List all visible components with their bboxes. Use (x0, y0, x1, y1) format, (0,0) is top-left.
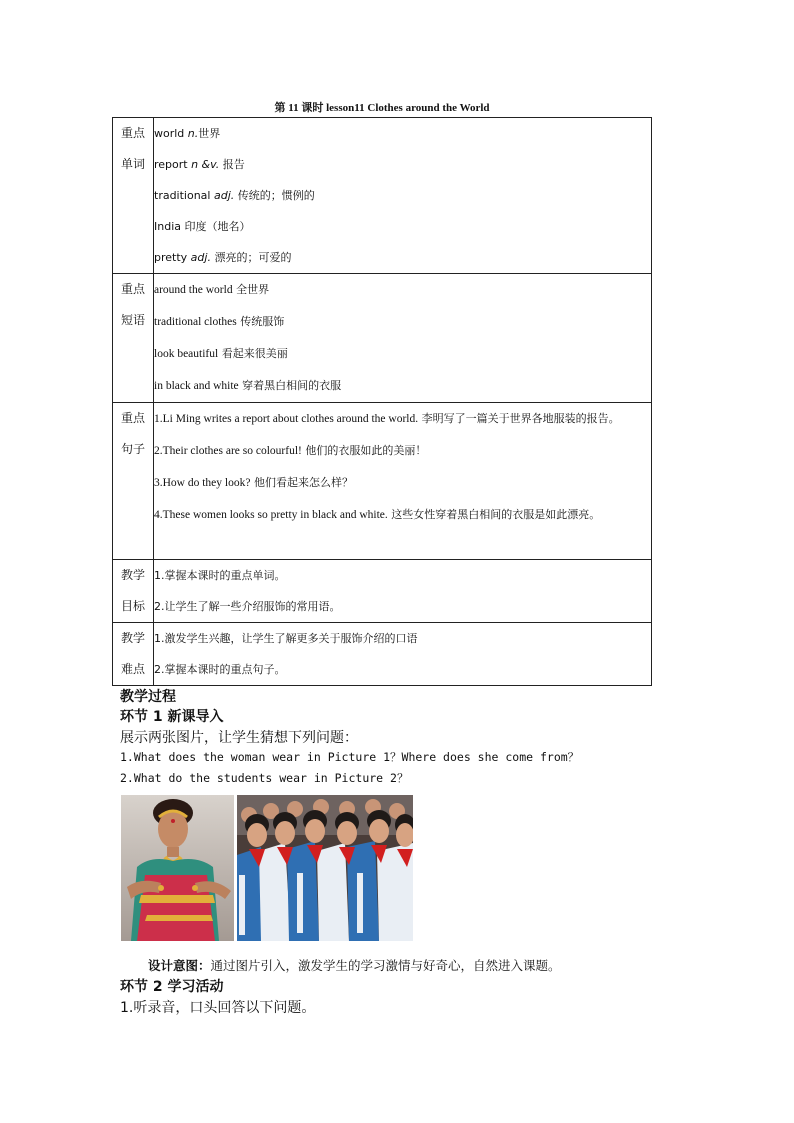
difficulty-item: 2.掌握本课时的重点句子。 (154, 663, 286, 676)
intro-text: 展示两张图片，让学生猜想下列问题： (120, 730, 358, 746)
step2-heading: 环节 2 学习活动 (120, 979, 224, 995)
row-teaching-goals (113, 560, 652, 623)
word-item: report n &v. 报告 (154, 158, 245, 171)
word-item: traditional adj. 传统的；惯例的 (154, 189, 315, 202)
sentence-item: 3.How do they look? 他们看起来怎么样？ (154, 476, 353, 489)
process-title: 教学过程 (120, 689, 176, 705)
teaching-goals-list (154, 560, 652, 623)
picture-2-students-uniforms (237, 795, 413, 941)
sentence-item: 1.Li Ming writes a report about clothes around the world. 李明写了一篇关于世界各地服装的报告。 (154, 412, 620, 425)
difficulty-item: 1.激发学生兴趣，让学生了解更多关于服饰介绍的口语 (154, 632, 418, 645)
phrase-item: look beautiful 看起来很美丽 (154, 347, 288, 360)
activity-1: 1.听录音，口头回答以下问题。 (120, 1000, 316, 1016)
row-teaching-difficulties (113, 623, 652, 686)
page-title: 第 11 课时 lesson11 Clothes around the World (274, 102, 490, 114)
row-key-words (113, 118, 652, 274)
question-1: 1.What does the woman wear in Picture 1？Where does she come from？ (120, 750, 580, 764)
design-intent-text: 通过图片引入，激发学生的学习激情与好奇心，自然进入课题。 (210, 958, 561, 973)
question-2: 2.What do the students wear in Picture 2？ (120, 771, 409, 785)
sentence-item: 4.These women looks so pretty in black and white. 这些女性穿着黑白相间的衣服是如此漂亮。 (154, 508, 601, 521)
sentence-item: 2.Their clothes are so colourful! 他们的衣服如此的美丽！ (154, 444, 427, 457)
design-intent-label: 设计意图： (148, 958, 211, 973)
header-key-sentences: 重点 句子 (113, 403, 154, 560)
phrase-item: in black and white 穿着黑白相间的衣服 (154, 379, 342, 392)
header-key-words: 重点 单词 (113, 118, 154, 274)
teaching-difficulties-list (154, 623, 652, 686)
lesson-table (112, 117, 652, 686)
word-item: world n.世界 (154, 127, 221, 140)
key-phrases-list (154, 274, 652, 403)
word-item: India 印度（地名） (154, 220, 251, 233)
word-item: pretty adj. 漂亮的；可爱的 (154, 251, 292, 264)
step1-heading: 环节 1 新课导入 (120, 709, 224, 725)
key-words-list (154, 118, 652, 274)
goal-item: 1.掌握本课时的重点单词。 (154, 569, 286, 582)
goal-item: 2.让学生了解一些介绍服饰的常用语。 (154, 600, 341, 613)
row-key-sentences (113, 403, 652, 560)
header-key-phrases: 重点 短语 (113, 274, 154, 403)
row-key-phrases (113, 274, 652, 403)
key-sentences-list (154, 403, 652, 560)
phrase-item: traditional clothes 传统服饰 (154, 315, 285, 328)
design-intent (148, 956, 561, 974)
header-teaching-difficulties: 教学 难点 (113, 623, 154, 686)
picture-1-indian-dancer (121, 795, 234, 941)
header-teaching-goals: 教学 目标 (113, 560, 154, 623)
phrase-item: around the world 全世界 (154, 283, 270, 296)
